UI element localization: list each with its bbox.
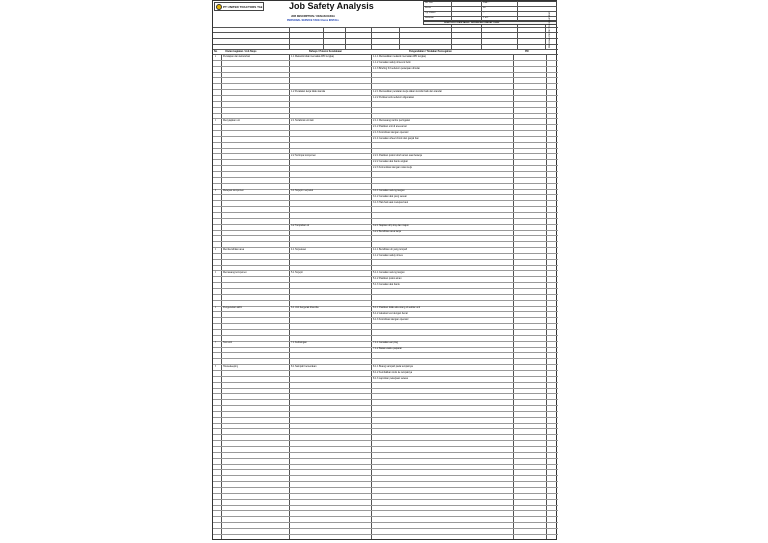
row-hazard: 4.1 Terpeleset	[291, 247, 306, 251]
row-hazard: 3.1 Terjepit / terpukul	[291, 189, 314, 193]
row-control: 5.1.3 Gunakan alat bantu	[373, 282, 400, 286]
col-no: No	[214, 50, 218, 53]
row-control: 3.2.2 Bersihkan area kerja	[373, 230, 401, 234]
row-hazard: 8.1 Sampah berserakan	[291, 364, 317, 368]
grid-hline	[213, 534, 558, 535]
row-activity: Housekeeping	[223, 364, 239, 368]
row-control: 2.1.3 Koordinasi dengan operator	[373, 130, 409, 134]
row-control: 2.1.4 Gunakan wheel chock dan ganjal ban	[373, 136, 419, 140]
row-control: 3.2.1 Siapkan drip tray dan majun	[373, 224, 409, 228]
company-logo	[214, 2, 264, 11]
grid-hline	[213, 358, 558, 359]
info-value-3: 1 of 1	[483, 17, 489, 19]
row-number: 3	[214, 189, 216, 193]
grid-hline	[213, 423, 558, 424]
grid-hline	[213, 417, 558, 418]
grid-vline	[513, 54, 514, 539]
row-hazard: 1.1 Mekanik tidak memakai APD lengkap	[291, 54, 335, 58]
grid-hline	[213, 405, 558, 406]
grid-hline	[213, 206, 558, 207]
grid-hline	[213, 101, 558, 102]
grid-hline	[213, 212, 558, 213]
row-activity: Pengecekan akhir	[223, 306, 243, 310]
grid-hline	[213, 83, 558, 84]
row-hazard: 3.2 Tumpahan oli	[291, 224, 310, 228]
row-number: 6	[214, 306, 216, 310]
col-hazard: Bahaya / Potensi Kecelakaan	[309, 50, 342, 53]
row-number: 2	[214, 119, 216, 123]
grid-hline	[213, 177, 558, 178]
grid-vline	[371, 54, 372, 539]
row-control: 8.1.2 Kembalikan tools ke tempatnya	[373, 370, 413, 374]
row-control: 7.1.1 Gunakan ear plug	[373, 341, 398, 345]
row-control: 5.1.2 Pastikan posisi aman	[373, 277, 402, 281]
row-control: 1.1.2 Gunakan safety shoes & helm	[373, 60, 411, 64]
info-value-0: JSA-...	[483, 2, 490, 4]
grid-hline	[213, 288, 558, 289]
grid-hline	[213, 241, 558, 242]
row-control: 2.2.2 Gunakan alat bantu angkat	[373, 160, 408, 164]
row-control: 8.1.1 Buang sampah pada tempatnya	[373, 364, 413, 368]
grid-hline	[213, 522, 558, 523]
row-activity: Melepas komponen	[223, 189, 244, 193]
row-number: 5	[214, 271, 216, 275]
row-number: 8	[214, 364, 216, 368]
grid-hline	[213, 411, 558, 412]
grid-hline	[213, 323, 558, 324]
grid-hline	[213, 183, 558, 184]
row-control: 1.2.2 Periksa tools sebelum digunakan	[373, 95, 415, 99]
row-control: 6.1.3 Koordinasi dengan operator	[373, 318, 409, 321]
row-hazard: 6.1 Unit bergerak tiba-tiba	[291, 306, 319, 310]
page-title: Job Safety Analysis	[289, 1, 374, 11]
job-description-value: PERSONAL SERVICE TAKE 0/xxxx INSTALL	[287, 19, 340, 22]
col-control: Pengendalian / Tindakan Pencegahan	[409, 50, 452, 53]
grid-hline	[213, 446, 558, 447]
approval-band-label: DISETUJUI / DIKETAHUI / DIPERIKSA / DIBUAT OLEH	[444, 22, 500, 24]
grid-hline	[213, 505, 558, 506]
grid-vline	[289, 54, 290, 539]
info-value-1: 00	[483, 7, 486, 9]
grid-hline	[213, 399, 558, 400]
grid-hline	[213, 335, 558, 336]
grid-hline	[213, 235, 558, 236]
row-control: 1.2.1 Memastikan peralatan kerja dalam kondisi baik dan standar	[373, 89, 442, 93]
grid-hline	[213, 352, 558, 353]
grid-hline	[213, 77, 558, 78]
row-control: 3.1.3 Hati-hati saat melepas baut	[373, 201, 409, 204]
grid-hline	[213, 434, 558, 435]
row-number: 4	[214, 247, 216, 251]
row-control: 3.1.1 Gunakan sarung tangan	[373, 189, 405, 193]
row-control: 6.1.1 Pastikan tidak ada orang di sekitar unit	[373, 306, 421, 310]
row-activity: Test unit	[223, 341, 232, 345]
company-name: PT UNITED TRACTORS Tbk	[223, 4, 263, 9]
grid-hline	[213, 493, 558, 494]
row-control: 2.1.2 Pastikan unit di area aman	[373, 125, 408, 128]
row-control: 7.1.2 Batasi waktu paparan	[373, 347, 402, 351]
grid-vline	[546, 54, 547, 539]
grid-hline	[213, 259, 558, 260]
approval-band	[423, 21, 557, 25]
grid-hline	[213, 300, 558, 301]
info-label-3: Halaman	[425, 17, 434, 19]
grid-hline	[213, 487, 558, 488]
ppe-note: PERSONAL PROTECTIVE EQUIPMENT	[549, 11, 551, 48]
logo-icon	[216, 4, 222, 10]
row-hazard: 2.2 Tertimpa komponen	[291, 154, 316, 158]
row-control: 4.1.2 Gunakan safety shoes	[373, 253, 403, 257]
jsa-sheet	[212, 0, 557, 540]
grid-hline	[213, 72, 558, 73]
row-number: 1	[214, 54, 216, 58]
row-hazard: 2.1 Tertabrak unit lain	[291, 119, 314, 123]
job-description-label: JOB DESCRIPTION / URAIAN KERJA	[291, 15, 335, 18]
grid-hline	[213, 113, 558, 114]
row-control: 4.1.1 Bersihkan oli yang tumpah	[373, 247, 408, 251]
col-pic: PIC	[525, 50, 529, 53]
row-hazard: 5.1 Terjepit	[291, 271, 303, 275]
grid-hline	[213, 458, 558, 459]
grid-hline	[213, 481, 558, 482]
row-control: 8.1.3 Laporkan pekerjaan selesai	[373, 376, 409, 380]
col-activity: Urutan kegiatan / Job Steps	[225, 50, 257, 53]
row-number: 7	[214, 341, 216, 345]
info-label-2: Tgl. Efektif	[425, 12, 436, 14]
grid-hline	[213, 218, 558, 219]
row-control: 5.1.1 Gunakan sarung tangan	[373, 271, 405, 275]
grid-hline	[213, 329, 558, 330]
row-control: 2.1.1 Memasang rambu peringatan	[373, 119, 411, 123]
row-control: 1.1.3 Briefing K3 sebelum pekerjaan dimulai	[373, 66, 420, 70]
grid-hline	[213, 464, 558, 465]
grid-hline	[213, 499, 558, 500]
row-control: 2.2.1 Pastikan posisi tubuh aman saat bekerja	[373, 154, 422, 158]
grid-hline	[213, 510, 558, 511]
row-control: 1.1.1 Memastikan mekanik memakai APD lengkap	[373, 54, 427, 58]
grid-vline	[221, 54, 222, 539]
grid-hline	[213, 382, 558, 383]
info-value-2: ...	[483, 12, 485, 14]
grid-hline	[213, 469, 558, 470]
grid-hline	[213, 107, 558, 108]
row-control: 3.1.2 Gunakan alat yang sesuai	[373, 195, 407, 199]
grid-hline	[213, 440, 558, 441]
grid-hline	[213, 516, 558, 517]
grid-hline	[213, 265, 558, 266]
grid-hline	[213, 148, 558, 149]
grid-hline	[213, 528, 558, 529]
grid-hline	[213, 475, 558, 476]
grid-hline	[213, 393, 558, 394]
grid-hline	[213, 452, 558, 453]
row-control: 6.1.2 Lakukan test dengan benar	[373, 312, 408, 316]
grid-hline	[213, 171, 558, 172]
info-label-0: No. Doc	[425, 2, 433, 4]
grid-hline	[213, 294, 558, 295]
row-hazard: 7.1 Kebisingan	[291, 341, 307, 345]
row-control: 2.2.3 Komunikasi dengan rekan kerja	[373, 165, 413, 169]
row-activity: Membersihkan area	[223, 247, 245, 251]
grid-hline	[213, 142, 558, 143]
row-activity: Memasang komponen	[223, 271, 247, 275]
info-label-1: Revisi	[425, 7, 431, 9]
row-activity: Persiapan dan kebutuhan	[223, 54, 251, 58]
grid-hline	[213, 428, 558, 429]
row-hazard: 1.2 Peralatan kerja tidak standar	[291, 89, 326, 93]
grid-hline	[213, 388, 558, 389]
row-activity: Menyiapkan unit	[223, 119, 241, 123]
